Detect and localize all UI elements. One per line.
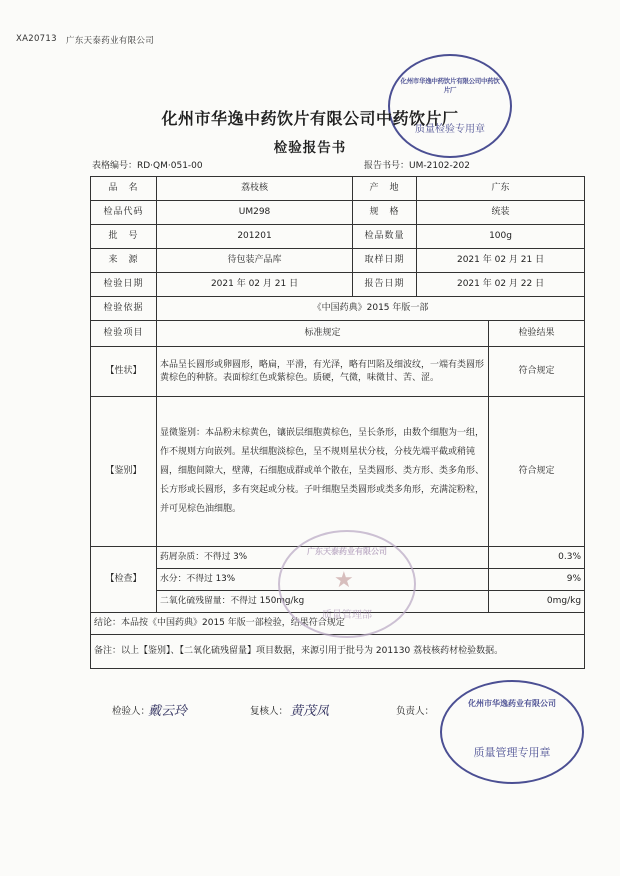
product-name-label: 品 名: [91, 177, 157, 201]
check-item-impurity: 药屑杂质：不得过 3%: [157, 547, 489, 569]
properties-label: 【性状】: [91, 347, 157, 397]
check-result-impurity: 0.3%: [489, 547, 585, 569]
code-value: UM298: [157, 201, 353, 225]
check-result-moisture: 9%: [489, 569, 585, 591]
properties-standard: 本品呈长圆形或卵圆形，略扁，平滑，有光泽，略有凹陷及细波纹，一端有类圆形黄棕色的种脐。表面棕红色或紫棕色。质硬，气微，味微甘、苦、涩。: [157, 347, 489, 397]
report-date-label: 报告日期: [353, 273, 417, 297]
quality-management-stamp: [440, 680, 584, 784]
result-header: 检验结果: [489, 321, 585, 347]
sample-date-value: 2021 年 02 月 21 日: [417, 249, 585, 273]
inspector-label: 检验人：: [112, 706, 151, 717]
header-company: 广东天泰药业有限公司: [66, 36, 155, 46]
company-stamp: [278, 530, 416, 638]
spec-label: 规 格: [353, 201, 417, 225]
report-subtitle: 检验报告书: [273, 140, 347, 156]
stamp-ring-text: 广东天泰药业有限公司: [307, 547, 387, 556]
star-icon: ★: [334, 568, 354, 593]
origin-value: 广东: [417, 177, 585, 201]
basis-label: 检验依据: [91, 297, 157, 321]
basis-value: 《中国药典》2015 年版一部: [157, 297, 585, 321]
check-item-moisture: 水分：不得过 13%: [157, 569, 489, 591]
check-item-so2: 二氧化硫残留量：不得过 150mg/kg: [157, 591, 489, 613]
reviewer-label: 复核人：: [250, 706, 289, 717]
spec-value: 统装: [417, 201, 585, 225]
stamp-label: 质量管理专用章: [473, 746, 551, 759]
stamp-ring-text: 化州市华逸药业有限公司: [468, 699, 556, 708]
remark: 备注：以上【鉴别】、【二氧化硫残留量】项目数据，来源引用于批号为 201130 荔枝核药材检验数据。: [91, 635, 585, 669]
test-date-label: 检验日期: [91, 273, 157, 297]
quantity-label: 检品数量: [353, 225, 417, 249]
reviewer-signature: 黄茂凤: [290, 704, 330, 719]
product-name-value: 荔枝核: [157, 177, 353, 201]
properties-result: 符合规定: [489, 347, 585, 397]
stamp-label: 质量管理部: [322, 610, 372, 621]
check-label: 【检查】: [91, 547, 157, 613]
check-result-so2: 0mg/kg: [489, 591, 585, 613]
code-label: 检品代码: [91, 201, 157, 225]
report-number: 报告书号：UM-2102-202: [364, 161, 470, 171]
sample-date-label: 取样日期: [353, 249, 417, 273]
origin-label: 产 地: [353, 177, 417, 201]
manager-label: 负责人：: [396, 706, 435, 717]
quantity-value: 100g: [417, 225, 585, 249]
document-id: XA20713: [16, 34, 57, 44]
conclusion: 结论：本品按《中国药典》2015 年版一部检验，结果符合规定: [91, 613, 585, 635]
report-title: 化州市华逸中药饮片有限公司中药饮片厂: [161, 109, 459, 128]
report-date-value: 2021 年 02 月 22 日: [417, 273, 585, 297]
source-label: 来 源: [91, 249, 157, 273]
stamp-label: 质量检验专用章: [415, 124, 485, 135]
standard-header: 标准规定: [157, 321, 489, 347]
inspector-signature: 戴云玲: [148, 704, 188, 719]
batch-label: 批 号: [91, 225, 157, 249]
identify-standard: 显微鉴别：本品粉末棕黄色，镶嵌层细胞黄棕色，呈长条形，由数个细胞为一组，作不规则方向嵌列。星状细胞淡棕色，呈不规则星状分枝，分枝先端平截或稍钝圆，细胞间隙大，壁薄，石细胞成群或单个散在，呈类圆形、类方形、类多角形、长方形或长圆形，多有突起或分枝。子叶细胞呈类圆形或类多角形，充满淀粉粒，并可见棕色油细胞。: [157, 397, 489, 547]
source-value: 待包装产品库: [157, 249, 353, 273]
form-number: 表格编号：RD·QM·051-00: [92, 161, 203, 171]
test-date-value: 2021 年 02 月 21 日: [157, 273, 353, 297]
stamp-ring-text: 化州市华逸中药饮片有限公司中药饮片厂: [400, 77, 500, 94]
batch-value: 201201: [157, 225, 353, 249]
identify-label: 【鉴别】: [91, 397, 157, 547]
identify-result: 符合规定: [489, 397, 585, 547]
item-header: 检验项目: [91, 321, 157, 347]
